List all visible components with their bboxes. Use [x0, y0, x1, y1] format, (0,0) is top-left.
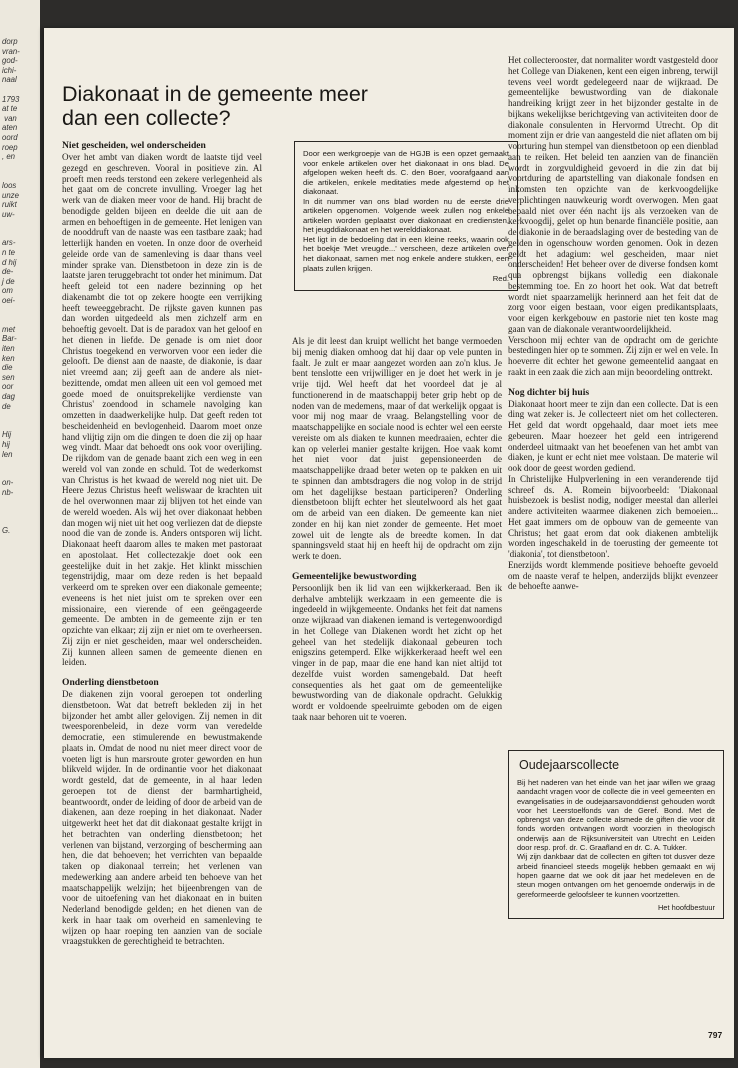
section2-paragraph-part2: Als je dit leest dan kruipt wellicht het bange vermoeden bij menig diaken omhoog dat hij daar op vele punten in faalt. Je zult er maar aangezet worden aan zo'n klus. Je bent tenslotte een vrijwilliger en je doet het werk in je vrije tijd. Wel heeft dat het voordeel dat je al functionerend in de maatschappij beter grip hebt op de noden van de medemens, maar of dat werkelijk opgaat is voor mij nog maar de vraag. Belangstelling voor de maatschappelijke en sociale nood is echter wel een eerste vereiste om als diaken te kunnen meedraaien, echter die kan op velerlei manier gestalte krijgen. Hoe vaak komt het niet voor dat juist gepensioneerden de maatschappelijke draad beter weten op te pakken en uit te spinnen dan ambtsdragers die nog volop in de strijd om het dagelijkse bestaan participeren? Onderling dienstbetoon blijft echter het sleutelwoord als het gaat om de arbeid van een diaken. De gemeente kan niet zonder en hij kan niet zonder de gemeente. Het moet zowel uit de lengte als de breedte komen. In dat spanningsveld staat hij en heeft hij de opdracht om zijn werk te doen.	[292, 336, 502, 561]
oudejaarscollecte-paragraph: Wij zijn dankbaar dat de collecten en giften tot dusver deze arbeid financieel steeds mogelijk hebben gemaakt en wij hopen gaarne dat we ook dit jaar het medeleven en de steun mogen ontvangen om het genoemde onderwijs in de gereformeerde geloofsleer te kunnen voortzetten.	[517, 852, 715, 899]
editorial-intro-box	[294, 141, 518, 291]
intro-paragraph: Door een werkgroepje van de HGJB is een opzet gemaakt voor enkele artikelen over het diakonaat in ons blad. De afgelopen weken heeft ds. C. den Boer, voorafgaand aan die artikelen, enkele meditaties mede afgestemd op het diakonaat.	[303, 149, 509, 197]
section2-paragraph-part1: De diakenen zijn vooral geroepen tot onderling dienstbetoon. Wat dat betreft bekleden zij in het bijzonder het ambt aller gelovigen. Zij nemen in dit tweesporenbeleid, in deze vorm van veredelde democratie, een stimulerende en bewustmakende plaats in. Omdat de nood nu niet meer direct voor de voeten ligt is hun marsroute groter geworden en hun blikveld wijder. In de ordinantie voor het diakonaat wordt gesteld, dat de gemeente, in al haar leden geroepen tot de dienst der barmhartigheid, beantwoordt, onder de leiding of door de arbeid van de diakenen, aan deze roeping in het diakonaat. Nader uitgewerkt heet het dat dit diakonaat gestalte krijgt in het betrachten van onderling dienstbetoon; het verlenen van bijstand, verzorging of bescherming aan hen, die dat behoeven; het verrichten van bepaalde taken op diakonaal terrein; het verlenen van medewerking aan andere arbeid ten behoeve van het maatschappelijk welzijn; het bijeenbrengen van de voor de uitoefening van het diakonaat en in buiten Nederland benodigde gelden; en het dienen van de kerk in haar taak om overheid en samenleving te wijzen op haar roeping ten aanzien van de sociale vraagstukken de gerechtigheid te betrachten.	[62, 689, 262, 947]
section4-paragraph: Enerzijds wordt klemmende positieve behoefte gevoeld om de naaste veraf te helpen, anderzijds blijkt evenzeer de behoefte aanwe-	[508, 559, 718, 592]
section4-paragraph: Diakonaat hoort meer te zijn dan een collecte. Dat is een ding wat zeker is. Je collecteert niet om het collecteren. Het geld dat wordt opgehaald, daar moet iets mee gebeuren. Maar hoezeer het geld een intrigerend onderdeel uitmaakt van het beoefenen van het ambt van diaken, je kunt er echt niet mee volstaan. De materie wil ook door de geest worden gediend.	[508, 398, 718, 473]
section3-paragraph: Persoonlijk ben ik lid van een wijkkerkeraad. Ben ik derhalve ambtelijk werkzaam in een gemeente die is ingedeeld in wijkgemeente. Ondanks het feit dat namens onze wijkraad van diakenen iemand is vertegenwoordigd in het College van Diakenen wordt het zicht op het geheel van het stedelijk diakonaal gebeuren toch enigszins getemperd. Elke wijkkerkeraad heeft wel een vinger in de pap, maar die ene hand kan niet altijd tot dezelfde vuist worden samengebald. Dat heeft consequenties als het gaat om de gemeentelijke bewustwording van de diakonale opdracht. Gelukkig wordt er voldoende speelruimte geboden om de eigen taak naar behoren uit te voeren.	[292, 582, 502, 722]
section4-paragraph: In Christelijke Hulpverlening in een veranderende tijd schreef ds. A. Romein bijvoorbeeld: 'Diakonaal huisbezoek is beslist nodig, nodiger meestal dan allerlei andere activiteiten waarmee diakenen zich bemoeien... Het gaat immers om de opbouw van de gemeente van Christus; het gaat erom dat ook diakenen ambtelijk worden ingeschakeld in de toerusting der gemeente tot 'diakonia', tot dienstbetoon'.	[508, 473, 718, 559]
section-heading-nog-dichter-bij-huis: Nog dichter bij huis	[508, 386, 590, 398]
intro-paragraph: In dit nummer van ons blad worden nu de eerste drie artikelen opgenomen. Volgende week zullen nog enkele artikelen worden geplaatst over diakonaat en crediensten, het jeugddiakonaat en het werelddiakonaat.	[303, 196, 509, 235]
oudejaarscollecte-signature: Het hoofdbestuur	[657, 902, 715, 912]
section3-paragraph: Verschoon mij echter van de opdracht om de gerichte bestedingen hier op te sommen. Zij zijn er wel en vele. In hoeverre dit echter het gewone gemeentelid aangaat en raakt in een zaak die zich aan mijn beoordeling onttrekt.	[508, 334, 718, 377]
oudejaarscollecte-paragraph: Bij het naderen van het einde van het jaar willen we graag aandacht vragen voor de collecte die in veel gemeenten en evangelisaties in de oudejaarsavonddienst gehouden wordt voor het Leerstoelfonds van de Geref. Bond. Met de opbrengst van deze collecte alsmede de giften die voor dit fonds worden ontvangen wordt voorzien in theologisch onderwijs aan de Rijksuniversiteit van Utrecht en Leiden door resp. prof. dr. C. Graafland en dr. C. A. Tukker.	[517, 778, 715, 853]
section-heading-niet-gescheiden: Niet gescheiden, wel onderscheiden	[62, 140, 206, 151]
section-heading-onderling-dienstbetoon: Onderling dienstbetoon	[62, 677, 159, 688]
previous-page-text-fragments: dorp vran- god- ichi- naal 1793 at te van aten oord roep , en loos unze ruikt uw- ars- n te d hij de- j de om oei- met Bar- iten ken die sen oor dag de Hij hij len on- nb- G.	[2, 37, 20, 536]
section-heading-gemeentelijke-bewustwording: Gemeentelijke bewustwording	[292, 570, 417, 582]
column-right	[508, 55, 718, 592]
section1-paragraph: Over het ambt van diaken wordt de laatste tijd veel gezegd en geschreven. Vooral in positieve zin. Al proeft men reeds terstond een zekere verlegenheid als het gaat om de concrete invulling. Vroeger lag het werk van de diaken meer voor de hand. Hij bracht de benodigde gelden bijeen en deelde die uit aan de armen en behoeftigen in de gemeente. Het lenigen van de nooddruft van de naaste was een tastbare zaak; had letterlijk handen en voeten. In onze door de overheid geleide orde van de samenleving is daar thans veel minder sprake van. Dienstbetoon in deze zin is de laatste jaren teruggebracht tot onder het minimum. Dat heeft geleid tot een nadere bezinning op het diakenambt die tot op zekere hoogte een verrijking heeft teweeggebracht. De rijkste gaven kunnen pas dan worden uitgedeeld als men zichzelf arm en behoeftig gevoelt. Dat is de paradox van het geloof en het dienen in liefde. De genade is om niet door Christus toegekend en verworven voor een ieder die gelooft. De dienst aan de naaste, de diakonie, is daar niet vreemd aan; zij geeft aan de andere als niet-bezittende, omdat men alleen uit een vol gemoed met goede moed de onuitsprekelijke verdienste van Christus' zoendood in schamele navolging kan omzetten in daadwerkelijke hulp. Dat geeft reden tot bescheidenheid en bevlogenheid. Daarom moet onze hand vlijtig zijn om die dingen te doen die zij op haar weg vindt. Maar dat behoedt ons ook voor overijling. De rijkdom van de genade baant zich een weg in een wereld vol van zonde en schuld. Tot de wederkomst van Christus is het kwaad de wereld nog niet uit. De Heere Jezus Christus heeft weliswaar de krachten uit de hel overwonnen maar zij blijven tot het einde van de wereld woeden. Als wij het over diakonaat hebben dan mogen wij niet uit het oog verliezen dat de diepste nood die van de zonde is. Anders ontsporen wij licht. Diakonaat heeft daarom alles te maken met pastoraat en apostolaat. Het collectezakje doet ook een geestelijke duit in het zakje. Het klinkt misschien tegenstrijdig, maar om deze reden is het bepaald verkeerd om te spreken over een diakonale gemeente; eveneens is het niet juist om te spreken over een missionaire, een vierende of een geëngageerde gemeente. De ambten in de gemeente zijn er ten opzichte van elkaar; zij zijn er niet om te overheersen. Zij zijn er niet gescheiden, maar wel onderscheiden. Zij kunnen alleen samen de gemeente dienen en leiden.	[62, 152, 262, 668]
oudejaarscollecte-box	[508, 750, 724, 919]
intro-paragraph: Het ligt in de bedoeling dat in een kleine reeks, waarin ook het boekje 'Met vreugde...' verscheen, deze artikelen over het diakonaat, samen met nog enkele andere stukken, een plaats zullen krijgen.	[303, 234, 509, 273]
page-number: 797	[708, 1030, 723, 1040]
intro-signature: Red.	[492, 274, 509, 284]
section3-paragraph: Het collecterooster, dat normaliter wordt vastgesteld door het College van Diakenen, kent een eigen inbreng, terwijl tevens veel wordt gedelegeerd naar de wijkraad. De gemeentelijke bewustwording van de diakonale handreiking krijgt zeer in het bijzonder gestalte in de bijkans wekelijkse berichtgeving van activiteiten door de diakonale consulenten in Hervormd Utrecht. Op dit moment zijn er drie van aangesteld die niet aflaten om bij voorturing hun stempel van dienstbetoon op een dienblad aan te reiken. Het beleid ten aanzien van de financiën wordt in zorgvuldigheid gevoerd in die zin dat bij voortduring de apartstelling van diakonale fondsen en inkomsten ten opzichte van de kerkvoogdelijke verplichtingen nauwkeurig wordt overwogen. Men gaat bepaald niet over één nacht ijs als verzoeken van de kerkvoogdij, gelet op hun benarde financiële positie, aan de diakonie in de beraadslaging over de besteding van de gelden in ogenschouw worden genomen. Ook in dezen geldt het adagium: wel gescheiden, maar niet onderscheiden! Het beheer over de diverse fondsen komt qua opbrengst bijkans volledig een diakonale bestemming toe. En zo hoort het ook. Wat dat betreft wordt niet spaarzamelijk herinnerd aan het feit dat de zorg voor eigen bestaan, voor eigen predikantsplaats, voor eigen kerkgebouw en pastorie niet ten koste mag gaan van de diakonale verantwoordelijkheid.	[508, 55, 718, 334]
previous-page-edge	[0, 0, 40, 1068]
column-left	[62, 140, 262, 947]
magazine-page	[44, 28, 734, 1058]
article-title: Diakonaat in de gemeente meer dan een collecte?	[62, 82, 368, 130]
column-middle	[292, 336, 502, 723]
oudejaarscollecte-body	[517, 778, 715, 912]
oudejaarscollecte-title: Oudejaarscollecte	[519, 758, 620, 772]
